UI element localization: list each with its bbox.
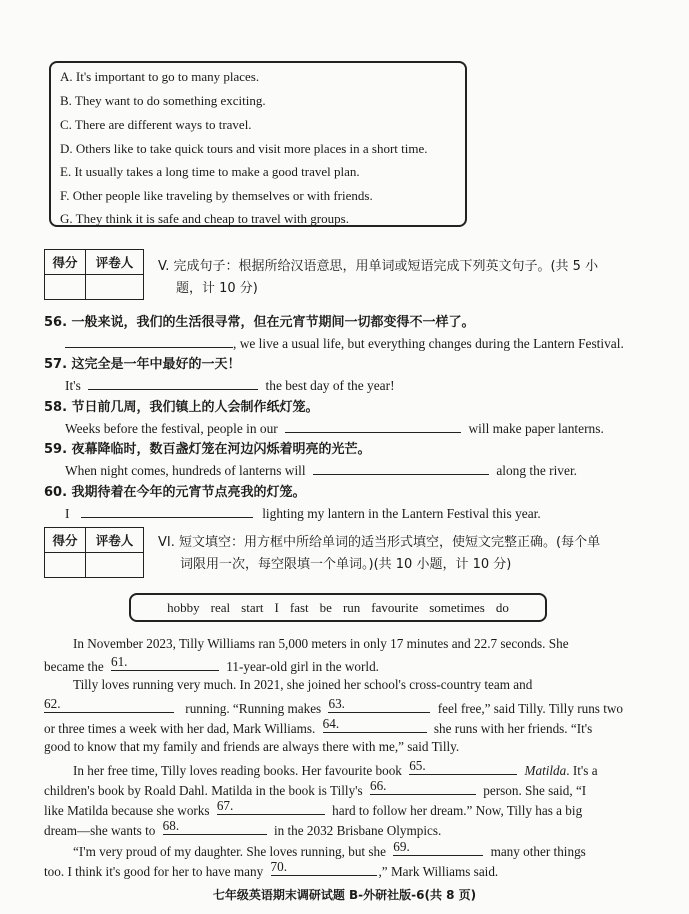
score-cell[interactable] [45,275,86,300]
word-bank [129,593,547,622]
answer-blank-63[interactable]: 63. [328,698,430,713]
answer-blank-56[interactable] [65,333,233,348]
score-cell[interactable] [45,553,86,578]
word-bank-item: favourite [371,599,419,615]
word-bank-item: be [319,599,332,615]
item-60-cn: 60. 我期待着在今年的元宵节点亮我的灯笼。 [44,485,306,500]
item-58-line: Weeks before the festival, people in our will make paper lanterns. [65,418,604,437]
option-f: F. Other people like traveling by themselves or with friends. [60,188,373,203]
score-label: 得分 [45,528,86,553]
grader-label: 评卷人 [86,250,144,275]
passage-line: In November 2023, Tilly Williams ran 5,000 meters in only 17 minutes and 22.7 seconds. She [73,636,569,651]
answer-blank-60[interactable] [81,503,253,518]
word-bank-item: hobby [167,599,200,615]
score-label: 得分 [45,250,86,275]
section-5-heading: V. 完成句子：根据所给汉语意思，用单词或短语完成下列英文句子。(共 5 小 题，计 10 分) [158,259,599,296]
answer-blank-62[interactable]: 62. [44,698,174,713]
answer-blank-66[interactable]: 66. [370,780,476,795]
option-b: B. They want to do something exciting. [60,93,266,108]
grader-label: 评卷人 [86,528,144,553]
answer-blank-69[interactable]: 69. [393,841,483,856]
word-bank-item: start [241,599,264,615]
answer-blank-59[interactable] [313,460,489,475]
answer-blank-67[interactable]: 67. [217,800,325,815]
section-6-heading: VI. 短文填空：用方框中所给单词的适当形式填空，使短文完整正确。(每个单 词限用一次，每空限填一个单词。)(共 10 小题，计 10 分) [158,535,601,572]
score-table-5 [44,249,144,300]
answer-blank-58[interactable] [285,418,461,433]
passage-line: became the 61. 11-year-old girl in the world. [44,654,379,674]
option-g: G. They think it is safe and cheap to travel with groups. [60,211,349,226]
passage-line: 62. running. “Running makes 63. feel free,” said Tilly. Tilly runs two [44,696,624,716]
option-d: D. Others like to take quick tours and visit more places in a short time. [60,141,428,156]
grader-cell[interactable] [86,275,144,300]
answer-blank-61[interactable]: 61. [111,656,219,671]
item-58-cn: 58. 节日前几周，我们镇上的人会制作纸灯笼。 [44,400,319,415]
option-c: C. There are different ways to travel. [60,117,252,132]
answer-blank-70[interactable]: 70. [271,861,377,876]
passage-line: like Matilda because she works 67. hard to follow her dream.” Now, Tilly has a big [44,798,583,818]
item-57-cn: 57. 这完全是一年中最好的一天！ [44,357,241,372]
answer-blank-65[interactable]: 65. [409,760,517,775]
answer-blank-64[interactable]: 64. [323,718,427,733]
passage-line: Tilly loves running very much. In 2021, she joined her school's cross-country team and [73,677,533,692]
score-table-6 [44,527,144,578]
answer-blank-57[interactable] [88,375,258,390]
item-56-line: , we live a usual life, but everything changes during the Lantern Festival. [65,333,624,352]
answer-blank-68[interactable]: 68. [163,820,267,835]
page-footer: 七年级英语期末调研试题 B-外研社版-6(共 8 页) [212,888,477,902]
item-56-cn: 56. 一般来说，我们的生活很寻常，但在元宵节期间一切都变得不一样了。 [44,315,475,330]
passage-line: dream—she wants to 68. in the 2032 Brisbane Olympics. [44,818,442,838]
passage-line: In her free time, Tilly loves reading books. Her favourite book 65. Matilda. It's a [73,758,598,778]
passage-line: children's book by Roald Dahl. Matilda in the book is Tilly's 66. person. She said, “I [44,778,587,798]
item-59-line: When night comes, hundreds of lanterns will along the river. [65,460,577,479]
word-bank-item: real [210,599,231,615]
options-box [49,61,467,227]
passage-line: too. I think it's good for her to have many 70. ,” Mark Williams said. [44,859,499,879]
passage-line: “I'm very proud of my daughter. She loves running, but she 69. many other things [73,839,586,859]
word-bank-item: fast [289,599,309,615]
option-e: E. It usually takes a long time to make a good travel plan. [60,164,360,179]
word-bank-item: I [274,599,279,615]
item-59-cn: 59. 夜幕降临时，数百盏灯笼在河边闪烁着明亮的光芒。 [44,442,371,457]
grader-cell[interactable] [86,553,144,578]
item-57-line: It's the best day of the year! [65,375,395,394]
word-bank-item: sometimes [429,599,485,615]
option-a: A. It's important to go to many places. [60,69,260,84]
passage-line: or three times a week with her dad, Mark Williams. 64. she runs with her friends. “It's [44,716,593,736]
word-bank-item: run [342,599,361,615]
item-60-line: I lighting my lantern in the Lantern Festival this year. [65,503,541,522]
passage-line: good to know that my family and friends are always there with me,” said Tilly. [44,739,460,754]
word-bank-item: do [495,599,509,615]
